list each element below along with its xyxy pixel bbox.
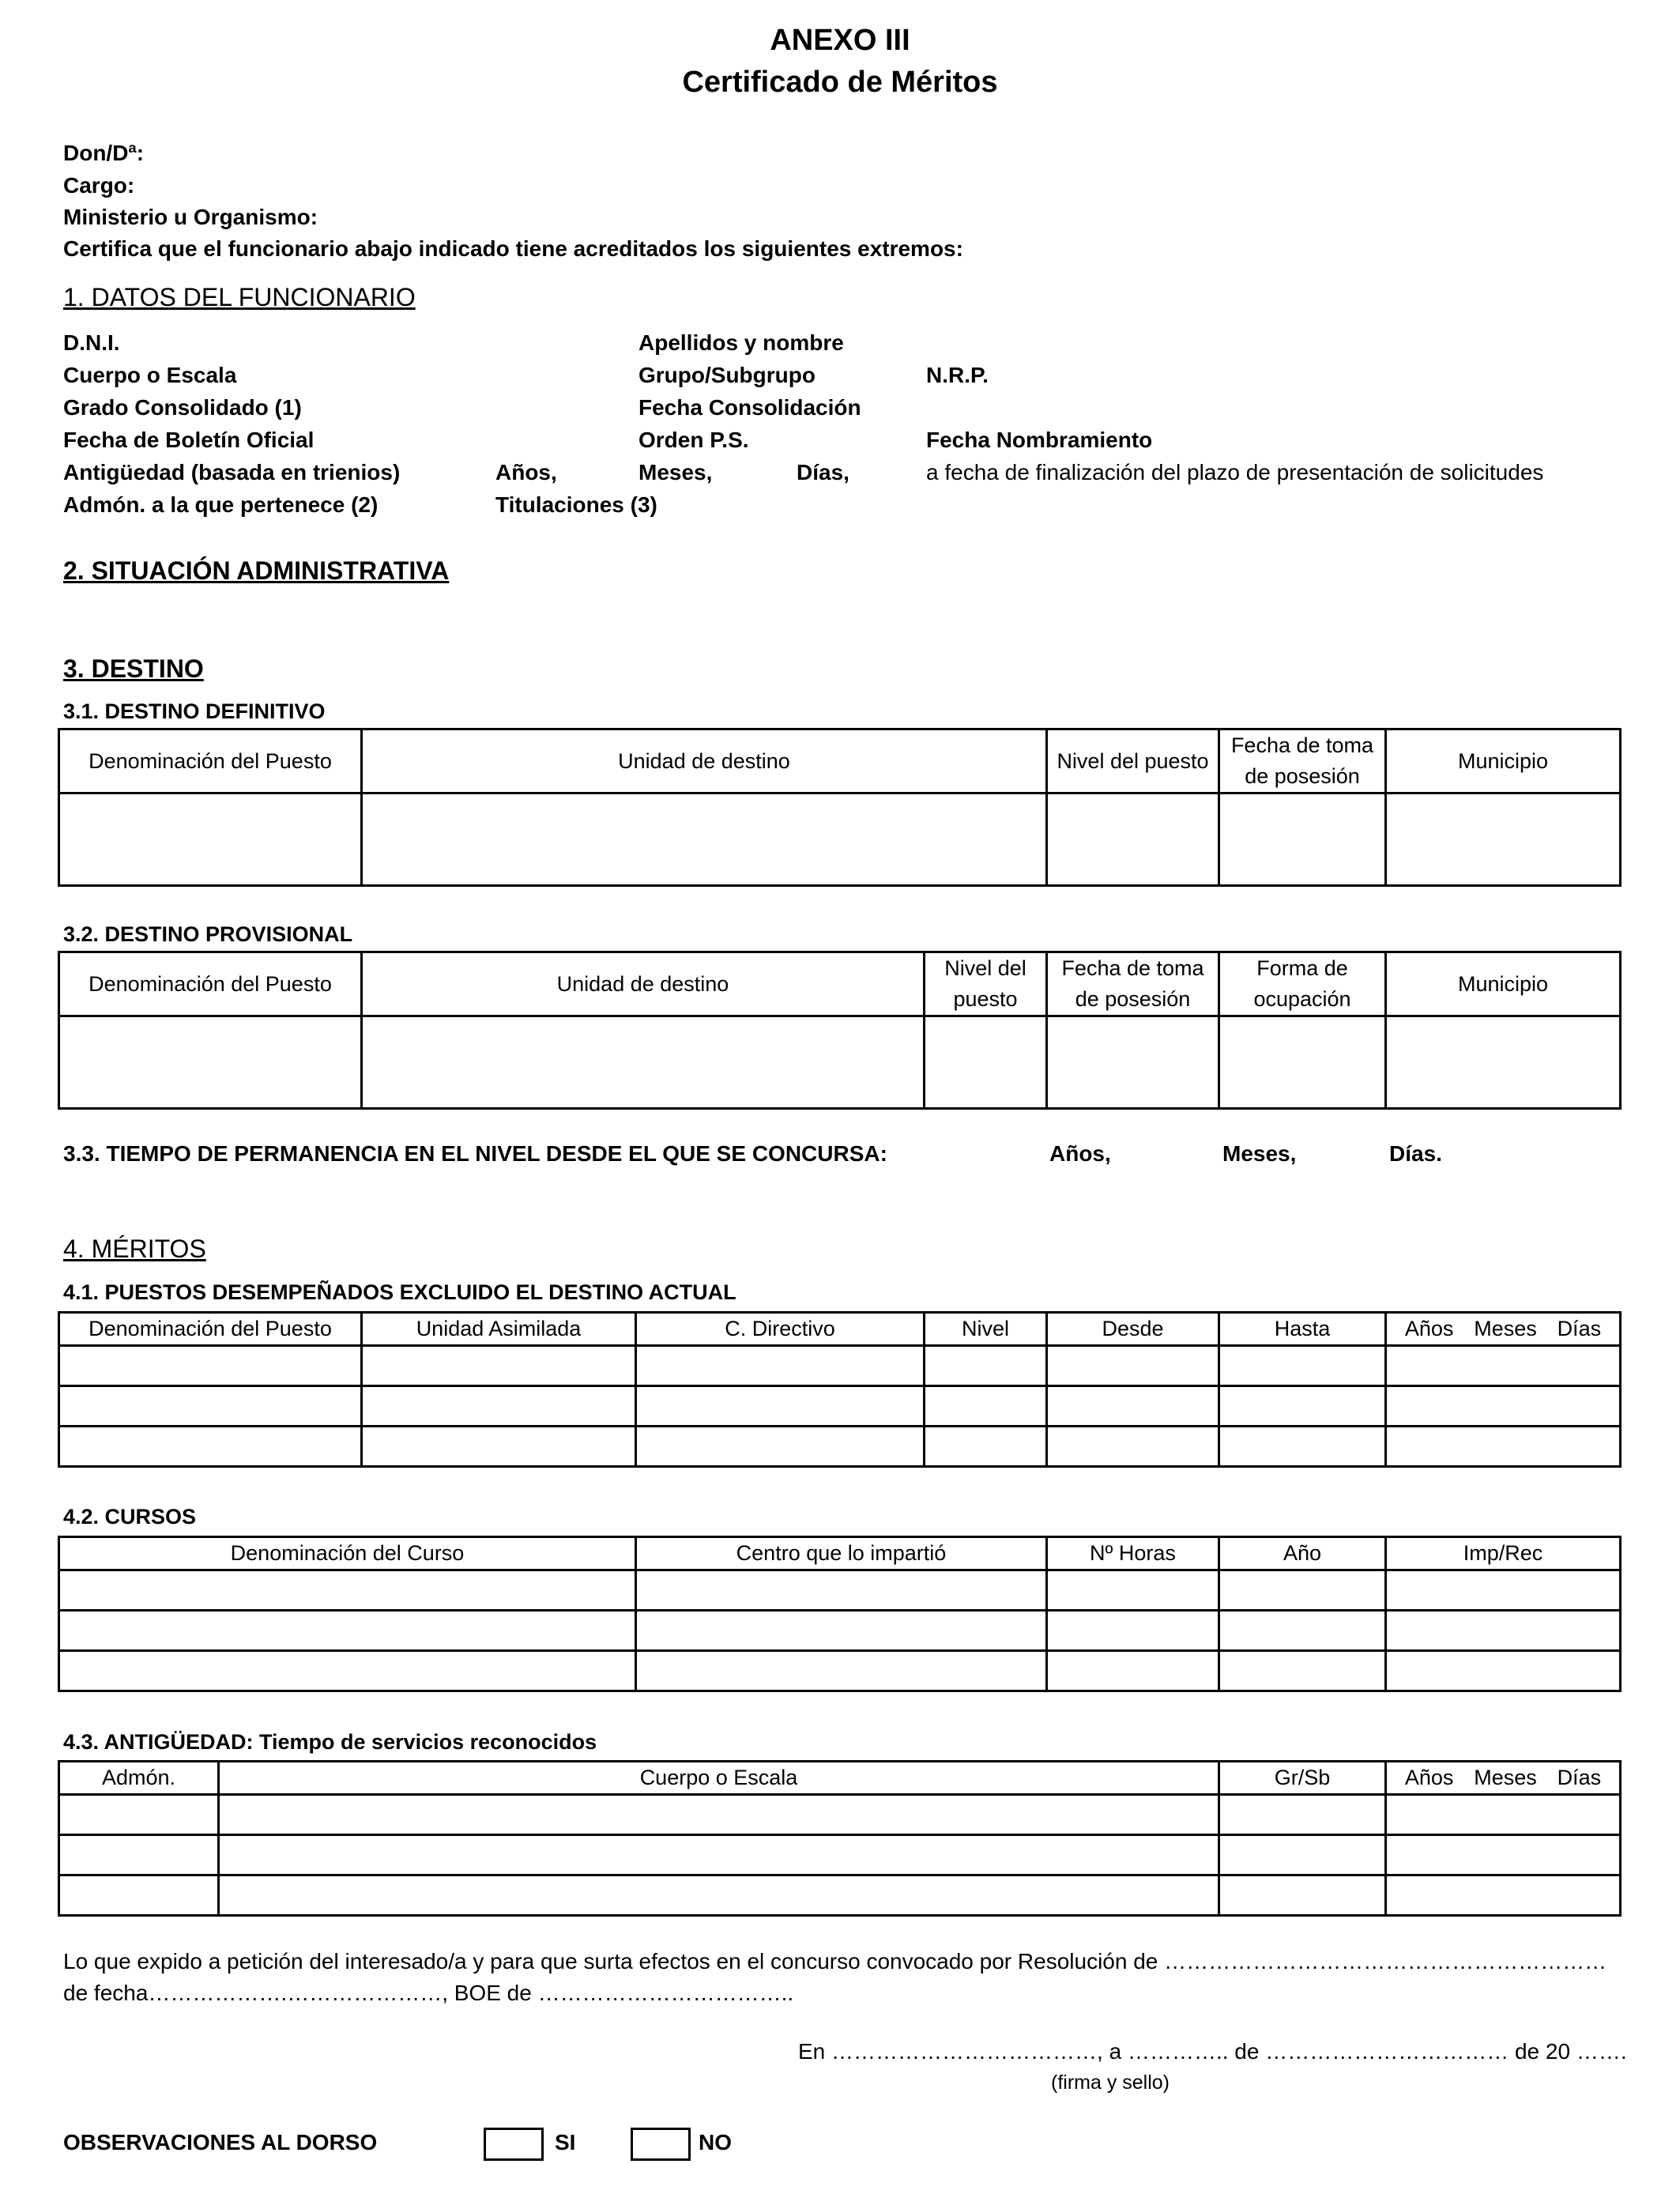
- fecha-boe-text: de fecha……………….…………………, BOE de ……………………………..: [63, 1981, 794, 2005]
- input-cell[interactable]: [362, 1427, 636, 1467]
- input-cell[interactable]: [1386, 1016, 1621, 1109]
- input-cell[interactable]: [1219, 1016, 1386, 1109]
- input-cell[interactable]: [1047, 1386, 1219, 1427]
- input-cell[interactable]: [59, 1016, 362, 1109]
- input-cell[interactable]: [219, 1795, 1219, 1835]
- cursos-table: [58, 1536, 1622, 1692]
- header-cell: Municipio: [1386, 729, 1621, 794]
- input-cell[interactable]: [1047, 1651, 1219, 1691]
- input-cell[interactable]: [636, 1386, 925, 1427]
- section-2-title: 2. SITUACIÓN ADMINISTRATIVA: [63, 556, 450, 585]
- header-cell: Imp/Rec: [1386, 1537, 1621, 1570]
- input-cell[interactable]: [1219, 1835, 1386, 1875]
- grado-label: Grado Consolidado (1): [63, 395, 302, 420]
- meses-header: Meses: [1474, 1766, 1537, 1789]
- input-cell[interactable]: [1386, 1570, 1621, 1611]
- tiempo-anos-label: Años,: [1049, 1141, 1111, 1166]
- cargo-label: Cargo:: [63, 173, 135, 198]
- antiguedad-label: Antigüedad (basada en trienios): [63, 460, 401, 484]
- grupo-label: Grupo/Subgrupo: [638, 363, 816, 387]
- input-cell[interactable]: [925, 1346, 1047, 1386]
- section-3-title: 3. DESTINO: [63, 654, 204, 683]
- input-cell[interactable]: [59, 1570, 636, 1611]
- input-cell[interactable]: [1219, 1795, 1386, 1835]
- header-cell: Forma de ocupación: [1219, 952, 1386, 1016]
- cuerpo-label: Cuerpo o Escala: [63, 363, 237, 387]
- header-cell: Fecha de toma de posesión: [1047, 952, 1219, 1016]
- header-cell: Nº Horas: [1047, 1537, 1219, 1570]
- input-cell[interactable]: [362, 794, 1047, 886]
- destino-provisional-table: [58, 951, 1622, 1110]
- header-cell: Desde: [1047, 1313, 1219, 1346]
- dias-header: Días: [1557, 1317, 1602, 1340]
- header-cell: Denominación del Puesto: [59, 1313, 362, 1346]
- header-cell: Hasta: [1219, 1313, 1386, 1346]
- input-cell[interactable]: [59, 1875, 219, 1916]
- input-cell[interactable]: [1219, 1875, 1386, 1916]
- input-cell[interactable]: [1047, 1346, 1219, 1386]
- input-cell[interactable]: [59, 1611, 636, 1651]
- lugar-fecha-text: En ………………………………, a ………….. de …………………………… de 20 …….: [798, 2039, 1627, 2064]
- input-cell[interactable]: [1219, 1427, 1386, 1467]
- header-cell: Unidad de destino: [362, 952, 925, 1016]
- input-cell[interactable]: [1386, 1651, 1621, 1691]
- puestos-title: 4.1. PUESTOS DESEMPEÑADOS EXCLUIDO EL DESTINO ACTUAL: [63, 1280, 736, 1304]
- input-cell[interactable]: [362, 1016, 925, 1109]
- certifica-text: Certifica que el funcionario abajo indicado tiene acreditados los siguientes extremos:: [63, 236, 963, 261]
- input-cell[interactable]: [1219, 1570, 1386, 1611]
- fecha-consolidacion-label: Fecha Consolidación: [638, 395, 861, 420]
- input-cell[interactable]: [1386, 1346, 1621, 1386]
- section-4-title: 4. MÉRITOS: [63, 1235, 206, 1263]
- input-cell[interactable]: [1047, 1570, 1219, 1611]
- input-cell[interactable]: [1219, 1346, 1386, 1386]
- tiempo-permanencia-label: 3.3. TIEMPO DE PERMANENCIA EN EL NIVEL DESDE EL QUE SE CONCURSA:: [63, 1141, 887, 1166]
- header-cell: C. Directivo: [636, 1313, 925, 1346]
- header-cell: Gr/Sb: [1219, 1762, 1386, 1795]
- input-cell[interactable]: [1386, 1386, 1621, 1427]
- ministerio-label: Ministerio u Organismo:: [63, 205, 318, 229]
- destino-definitivo-table: [58, 728, 1622, 887]
- anos-header: Años: [1404, 1766, 1454, 1789]
- page-title: Certificado de Méritos: [682, 66, 998, 99]
- fecha-boletin-label: Fecha de Boletín Oficial: [63, 428, 315, 452]
- input-cell[interactable]: [219, 1875, 1219, 1916]
- fecha-nombramiento-label: Fecha Nombramiento: [926, 428, 1153, 452]
- input-cell[interactable]: [362, 1386, 636, 1427]
- header-cell: Admón.: [59, 1762, 219, 1795]
- input-cell[interactable]: [1047, 1427, 1219, 1467]
- header-cell: Denominación del Puesto: [59, 952, 362, 1016]
- section-1-title: 1. DATOS DEL FUNCIONARIO: [63, 283, 416, 311]
- input-cell[interactable]: [362, 1346, 636, 1386]
- don-label: Don/Dª:: [63, 141, 145, 165]
- header-cell: [1386, 1313, 1621, 1346]
- anos-label: Años,: [495, 460, 557, 484]
- antiguedad-table: [58, 1760, 1622, 1917]
- puestos-table: [58, 1311, 1622, 1468]
- input-cell[interactable]: [636, 1346, 925, 1386]
- input-cell[interactable]: [1047, 1611, 1219, 1651]
- meses-label: Meses,: [638, 460, 713, 484]
- input-cell[interactable]: [59, 1835, 219, 1875]
- observaciones-label: OBSERVACIONES AL DORSO: [63, 2130, 378, 2154]
- header-cell: Cuerpo o Escala: [219, 1762, 1219, 1795]
- apellidos-label: Apellidos y nombre: [638, 330, 844, 355]
- input-cell[interactable]: [59, 1651, 636, 1691]
- header-cell: Unidad Asimilada: [362, 1313, 636, 1346]
- admon-label: Admón. a la que pertenece (2): [63, 492, 379, 517]
- nrp-label: N.R.P.: [926, 363, 989, 387]
- input-cell[interactable]: [59, 1346, 362, 1386]
- input-cell[interactable]: [1047, 794, 1219, 886]
- input-cell[interactable]: [925, 1016, 1047, 1109]
- input-cell[interactable]: [1386, 1875, 1621, 1916]
- input-cell[interactable]: [1219, 1611, 1386, 1651]
- input-cell[interactable]: [59, 1795, 219, 1835]
- input-cell[interactable]: [1219, 1651, 1386, 1691]
- tiempo-dias-label: Días.: [1389, 1141, 1442, 1166]
- titulaciones-label: Titulaciones (3): [495, 492, 657, 517]
- header-cell: Fecha de toma de posesión: [1219, 729, 1386, 794]
- header-cell: Nivel: [925, 1313, 1047, 1346]
- firma-text: (firma y sello): [1051, 2071, 1170, 2094]
- header-cell: Denominación del Puesto: [59, 729, 362, 794]
- tiempo-meses-label: Meses,: [1222, 1141, 1297, 1166]
- annex-title: ANEXO III: [770, 24, 910, 57]
- dias-header: Días: [1557, 1766, 1602, 1789]
- header-cell: Nivel del puesto: [925, 952, 1047, 1016]
- input-cell[interactable]: [1386, 1611, 1621, 1651]
- header-cell: Centro que lo impartió: [636, 1537, 1047, 1570]
- header-cell: Municipio: [1386, 952, 1621, 1016]
- input-cell[interactable]: [219, 1835, 1219, 1875]
- si-checkbox[interactable]: [484, 2128, 544, 2161]
- destino-definitivo-title: 3.1. DESTINO DEFINITIVO: [63, 699, 326, 723]
- input-cell[interactable]: [59, 1386, 362, 1427]
- dni-label: D.N.I.: [63, 330, 120, 355]
- input-cell[interactable]: [636, 1570, 1047, 1611]
- destino-provisional-title: 3.2. DESTINO PROVISIONAL: [63, 922, 353, 946]
- fecha-fin-text: a fecha de finalización del plazo de presentación de solicitudes: [926, 460, 1544, 484]
- expido-text: Lo que expido a petición del interesado/a y para que surta efectos en el concurso convocado por Resolución de ……………………………………………………: [63, 1949, 1607, 1973]
- input-cell[interactable]: [1386, 1795, 1621, 1835]
- input-cell[interactable]: [59, 794, 362, 886]
- input-cell[interactable]: [1386, 1427, 1621, 1467]
- meses-header: Meses: [1474, 1317, 1537, 1340]
- orden-label: Orden P.S.: [638, 428, 749, 452]
- input-cell[interactable]: [636, 1427, 925, 1467]
- header-cell: Año: [1219, 1537, 1386, 1570]
- cursos-title: 4.2. CURSOS: [63, 1505, 197, 1529]
- input-cell[interactable]: [59, 1427, 362, 1467]
- input-cell[interactable]: [1219, 794, 1386, 886]
- input-cell[interactable]: [925, 1427, 1047, 1467]
- header-cell: Nivel del puesto: [1047, 729, 1219, 794]
- input-cell[interactable]: [1386, 1835, 1621, 1875]
- input-cell[interactable]: [925, 1386, 1047, 1427]
- input-cell[interactable]: [1219, 1386, 1386, 1427]
- dias-label: Días,: [797, 460, 849, 484]
- no-checkbox[interactable]: [631, 2128, 691, 2161]
- no-label: NO: [699, 2130, 732, 2154]
- header-cell: Denominación del Curso: [59, 1537, 636, 1570]
- input-cell[interactable]: [1386, 794, 1621, 886]
- header-cell: [1386, 1762, 1621, 1795]
- input-cell[interactable]: [636, 1651, 1047, 1691]
- header-cell: Unidad de destino: [362, 729, 1047, 794]
- input-cell[interactable]: [1047, 1016, 1219, 1109]
- input-cell[interactable]: [636, 1611, 1047, 1651]
- si-label: SI: [555, 2130, 576, 2154]
- anos-header: Años: [1404, 1317, 1454, 1340]
- antiguedad-title: 4.3. ANTIGÜEDAD: Tiempo de servicios reconocidos: [63, 1730, 597, 1754]
